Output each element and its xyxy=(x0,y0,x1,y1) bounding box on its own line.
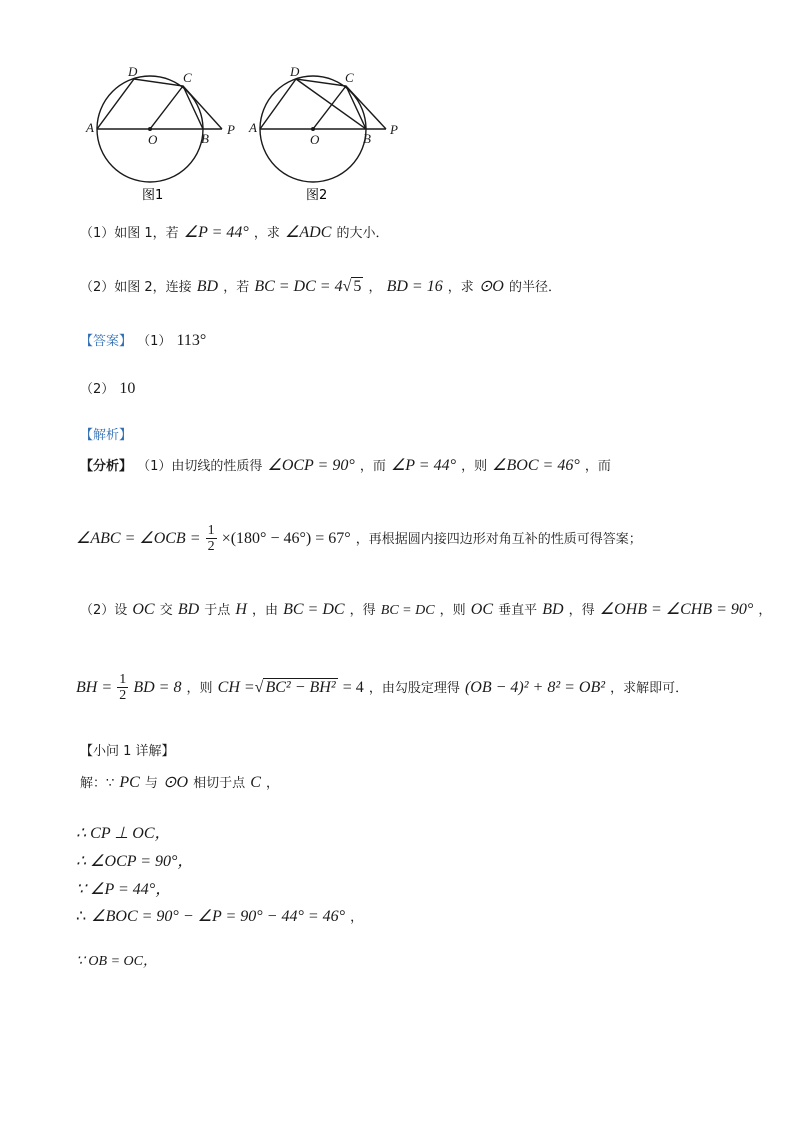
answer-tag: 【答案】 xyxy=(80,334,133,349)
analysis-tag: 【解析】 xyxy=(80,428,133,443)
figure-2 xyxy=(245,60,415,210)
solution-line-5: ∴ ∠BOC = 90° − ∠P = 90° − 44° = 46° ， xyxy=(76,908,364,925)
label-c: C xyxy=(345,70,354,85)
label-b: B xyxy=(201,131,209,146)
quadrilateral-adcb xyxy=(97,79,203,129)
label-o: O xyxy=(148,132,158,147)
label-d: D xyxy=(128,64,138,79)
answer-line-2: （2） 10 xyxy=(80,380,136,397)
question-1: （1）如图 1，若 ∠P = 44° ，求 ∠ADC 的大小． xyxy=(80,224,389,241)
analysis-para-3: （2）设 OC 交 BD 于点 H ，由 BC = DC ，得 BC = DC ，则 OC 垂直平 BD ，得 ∠OHB = ∠CHB = 90° ， xyxy=(80,601,772,618)
solution-line-2: ∴ CP ⊥ OC， xyxy=(76,825,171,842)
label-c: C xyxy=(183,70,192,85)
question-2: （2）如图 2，连接 BD ，若 BC = DC = 4√ 5 ， BD = 16 ，求 ⊙O 的半径． xyxy=(80,278,561,295)
answer-line-1: 【答案】 （1） 113° xyxy=(80,332,207,349)
solution-line-3: ∴ ∠OCP = 90°， xyxy=(76,853,194,870)
analysis-para-2: ∠ABC = ∠OCB = $\frac{1}{2}$ ×(180° − 46°) = 67° ，再根据圆内接四边形对角互补的性质可得答案； xyxy=(76,523,642,554)
quadrilateral-adcb xyxy=(260,79,366,129)
label-a: A xyxy=(86,120,94,135)
label-d: D xyxy=(290,64,300,79)
label-a: A xyxy=(249,120,257,135)
segment-oc xyxy=(150,86,183,129)
label-o: O xyxy=(310,132,320,147)
segment-bd xyxy=(296,79,366,129)
figure-1 xyxy=(80,60,250,210)
label-p: P xyxy=(390,122,398,137)
solution-line-6: ∵ OB = OC， xyxy=(76,954,157,969)
analysis-para-4: BH = $\frac{1}{2}$ BD = 8 ，则 CH =√ BC² − BH² = 4 ，由勾股定理得 (OB − 4)² + 8² = OB² ，求解即可． xyxy=(76,672,689,703)
segment-oc xyxy=(313,86,346,129)
subquestion-1-tag: 【小问 1 详解】 xyxy=(80,744,175,759)
label-p: P xyxy=(227,122,235,137)
figure-1-caption: 图1 xyxy=(142,188,164,203)
solution-line-4: ∵ ∠P = 44°， xyxy=(76,881,172,898)
label-b: B xyxy=(363,131,371,146)
figure-2-caption: 图2 xyxy=(306,188,328,203)
analysis-para-1: 【分析】 （1）由切线的性质得 ∠OCP = 90° ，而 ∠P = 44° ，则 ∠BOC = 46° ，而 xyxy=(80,457,611,474)
solution-line-1: 解：∵ PC 与 ⊙O 相切于点 C ， xyxy=(80,774,279,791)
